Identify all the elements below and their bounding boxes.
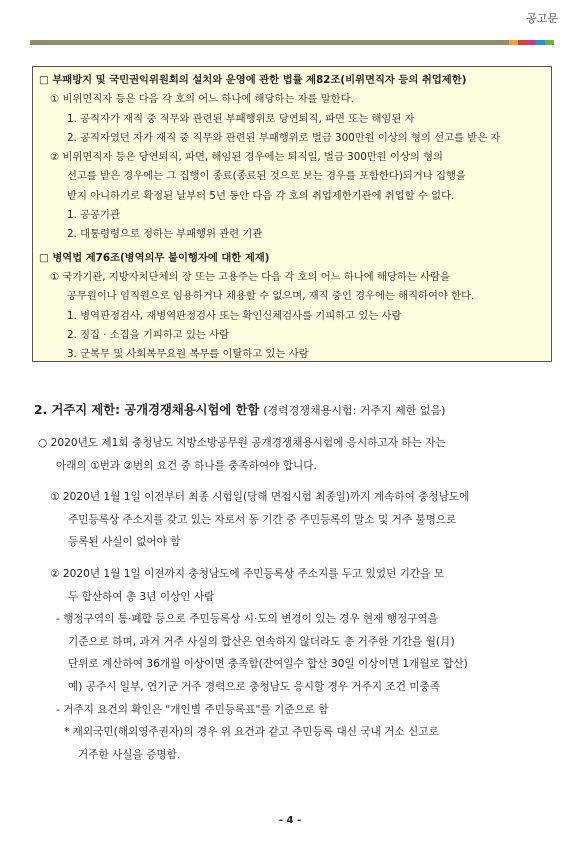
notice-line: 2. 공직자였던 자가 재직 중 직무와 관련된 부패행위로 벌금 300만원 이상의 형의 선고를 받은 자 xyxy=(67,131,501,144)
residence-requirements-body xyxy=(34,432,556,766)
notice-line: 공무원이나 임직원으로 임용하거나 채용할 수 없으며, 재직 중인 경우에는 해직하여야 한다. xyxy=(67,290,475,303)
header-bar-segment xyxy=(518,40,527,45)
notice-line: ② 비위면직자 등은 당연퇴직, 파면, 해임된 경우에는 퇴직일, 벌금 300만원 이상의 형의 xyxy=(50,151,444,164)
body-spacer xyxy=(34,477,556,486)
notice-line: ① 국가기관, 지방자치단체의 장 또는 고용주는 다음 각 호의 어느 하나에 해당하는 사람을 xyxy=(50,270,450,283)
section-heading: 2. 거주지 제한: 공개경쟁채용시험에 한함 xyxy=(34,403,260,417)
notice-heading: □ 부패방지 및 국민권익위원회의 설치와 운영에 관한 법률 제82조(비위면직자 등의 취업제한) xyxy=(39,74,467,86)
notice-line: 1. 공직자가 재직 중 직무와 관련된 부패행위로 당연퇴직, 파면 또는 해임된 자 xyxy=(67,112,415,125)
header-bar-segment xyxy=(536,40,545,45)
legal-notice-box xyxy=(32,66,552,362)
body-line: * 재외국민(해외영주권자)의 경우 위 요건과 같고 주민등록 대신 국내 거소 신고로 xyxy=(64,726,439,739)
body-line: ② 2020년 1월 1일 이전까지 충청남도에 주민등록상 주소지를 두고 있었던 기간을 모 xyxy=(50,567,444,580)
notice-line: 1. 공공기관 xyxy=(67,209,120,222)
notice-line: ① 비위면직자 등은 다음 각 호의 어느 하나에 해당하는 자를 말한다. xyxy=(50,93,354,106)
body-line: 기준으로 하며, 과거 거주 사실의 합산은 연속하지 않더라도 총 거주한 기간을 월(月) xyxy=(68,635,455,648)
body-line: ○ 2020년도 제1회 충청남도 지방소방공무원 공개경쟁채용시험에 응시하고자 하는 자는 xyxy=(38,437,446,449)
document-type-label: 공고문 xyxy=(526,12,558,25)
body-line: 등록된 사실이 없어야 함 xyxy=(68,536,181,549)
header-bar-segment xyxy=(527,40,536,45)
header-bar-segment xyxy=(509,40,518,45)
body-line: 예) 공주시 일부, 연기군 거주 경력으로 충청남도 응시할 경우 거주지 조건 미충족 xyxy=(68,680,441,693)
page-number: - 4 - xyxy=(278,815,302,826)
header-bar-main xyxy=(30,40,509,45)
section-title xyxy=(34,400,554,418)
section-note: (경력경쟁채용시험: 거주지 제한 없음) xyxy=(263,404,446,417)
header-color-bar xyxy=(30,40,554,45)
notice-line: 2. 대통령령으로 정하는 부패행위 관련 기관 xyxy=(67,228,263,241)
header-bar-segment xyxy=(545,40,554,45)
notice-line: 2. 징집 · 소집을 기피하고 있는 사람 xyxy=(67,328,230,341)
body-line: - 거주지 요건의 확인은 "개인별 주민등록표"를 기준으로 함 xyxy=(56,703,329,716)
body-line: 단위로 계산하여 36개월 이상이면 충족함(잔여일수 합산 30일 이상이면 1개월로 합산) xyxy=(68,658,468,671)
notice-line: 받지 아니하기로 확정된 날부터 5년 동안 다음 각 호의 취업제한기관에 취업할 수 없다. xyxy=(67,189,455,202)
body-line: 주민등록상 주소지를 갖고 있는 자로서 동 기간 중 주민등록의 말소 및 거주 불명으로 xyxy=(68,513,457,526)
body-line: 두 합산하여 총 3년 이상인 사람 xyxy=(68,590,215,603)
body-line: ① 2020년 1월 1일 이전부터 최종 시험일(당해 면접시험 최종일)까지 계속하여 충청남도에 xyxy=(50,491,470,504)
notice-heading: □ 병역법 제76조(병역의무 불이행자에 대한 제재) xyxy=(39,251,270,264)
body-line: - 행정구역의 통·폐합 등으로 주민등록상 시·도의 변경이 있는 경우 현재 행정구역을 xyxy=(56,613,438,626)
notice-line: 1. 병역판정검사, 재병역판정검사 또는 확인신체검사를 기피하고 있는 사람 xyxy=(67,309,402,322)
notice-line: 3. 군복무 및 사회복무요원 복무를 이탈하고 있는 사람 xyxy=(67,348,309,361)
body-line: 거주한 사실을 증명함. xyxy=(78,748,181,761)
body-spacer xyxy=(34,554,556,563)
notice-line: 선고를 받은 경우에는 그 집행이 종료(종료된 것으로 보는 경우를 포함한다)되거나 집행을 xyxy=(67,170,466,183)
body-line: 아래의 ①번과 ②번의 요건 중 하나를 충족하여야 합니다. xyxy=(56,459,317,472)
